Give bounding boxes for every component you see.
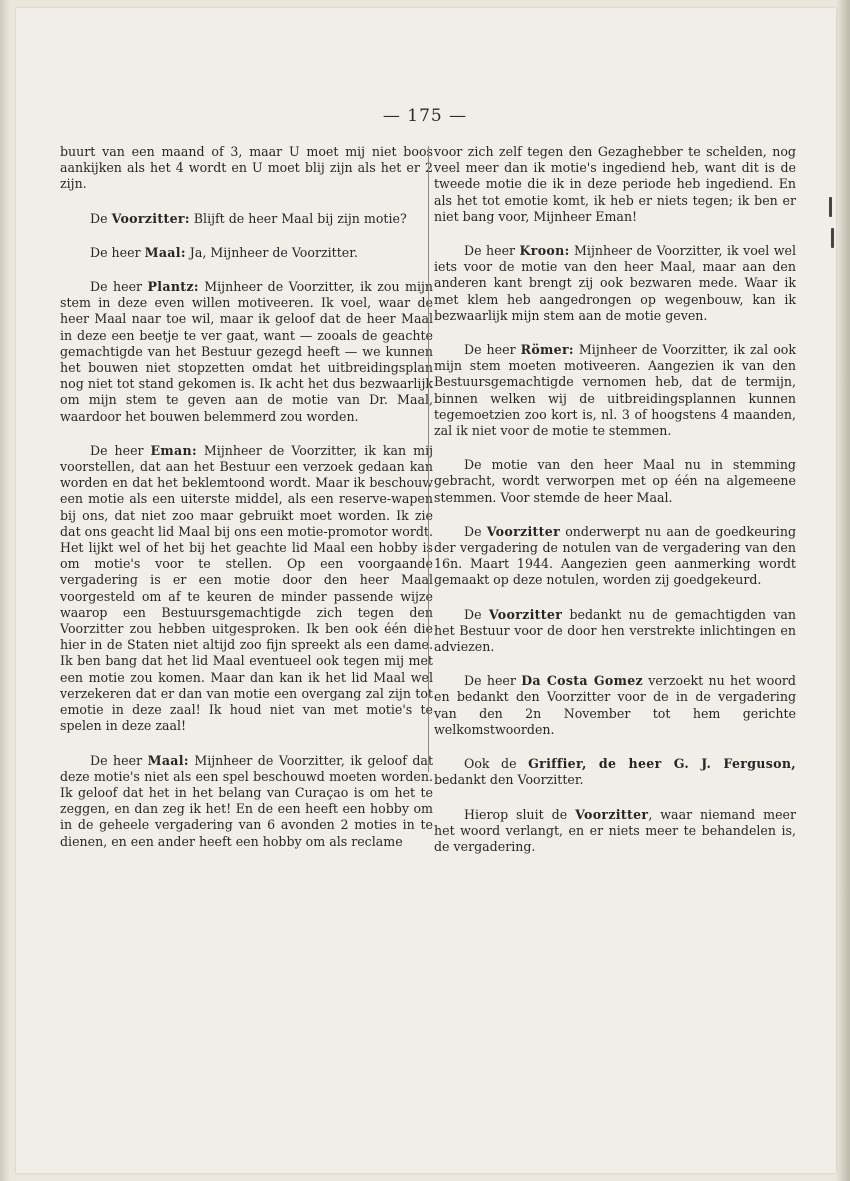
paragraph: De heer Plantz: Mijnheer de Voorzitter, ik zou mijn stem in deze even willen motiveeren. Ik voel, waar de heer Maal naar toe wil, maar ik geloof dat de heer Maal in deze een beetje te ver gaat, want — zooals de geachte gemachtigde van het Bestuur gezegd heeft — we kunnen het bouwen niet stopzetten omdat het uitbreidingsplan nog niet tot stand gekomen is. Ik acht het dus bezwaarlijk om mijn stem te geven aan de motie van Dr. Maal, waardoor het bouwen belemmerd zou worden.	[60, 279, 433, 424]
paragraph: Hierop sluit de Voorzitter, waar niemand meer het woord verlangt, en er niets meer te behandelen is, de vergadering.	[434, 806, 796, 854]
paragraph: De heer Römer: Mijnheer de Voorzitter, ik zal ook mijn stem moeten motiveeren. Aangezien ik van den Bestuursgemachtigde vernomen heb, dat de termijn, binnen welken wij de uitbreidingsplannen kunnen tegemoetzien zoo kort is, nl. 3 of hoogstens 4 maanden, zal ik niet voor de motie te stemmen.	[434, 342, 797, 439]
page-number: — 175 —	[382, 106, 468, 126]
speaker-name: Römer:	[520, 342, 574, 358]
scan-edge-right	[836, 0, 850, 1181]
paragraph: De heer Eman: Mijnheer de Voorzitter, ik kan mij voorstellen, dat aan het Bestuur een verzoek gedaan kan worden en dat het beklemtoond wordt. Maar ik beschouw een motie als een uiterste middel, als een reserve-wapen bij ons, dat niet zoo maar gebruikt moet worden. Ik zie dat ons geacht lid Maal bij ons een motie-promotor wordt. Het lijkt wel of het bij het geachte lid Maal een hobby is om motie's voor te stellen. Op een voorgaande vergadering is er een motie door den heer Maal voorgesteld om af te keuren de minder passende wijze waarop een Bestuursgemachtigde zich tegen den Voorzitter zou hebben uitgesproken. Ik ben ook één die hier in de Staten niet altijd zoo fijn spreekt als een dame. Ik ben bang dat het lid Maal eventueel ook tegen mij met een motie zou komen. Maar dan kan ik het lid Maal wel verzekeren dat er dan van motie een overgang zal zijn tot emotie in deze zaal! Ik houd niet van met motie's te spelen in deze zaal!	[60, 442, 434, 734]
margin-pencil-mark	[829, 197, 832, 217]
paragraph: buurt van een maand of 3, maar U moet mij niet boos aankijken als het 4 wordt en U moet blij zijn als het er 2 zijn.	[60, 144, 433, 192]
left-column	[60, 144, 433, 868]
speaker-name: Griffier, de heer G. J. Ferguson,	[528, 756, 796, 772]
paragraph: De Voorzitter bedankt nu de gemachtigden van het Bestuur voor de door hen verstrekte inlichtingen en adviezen.	[434, 606, 796, 655]
paragraph: De motie van den heer Maal nu in stemming gebracht, wordt verworpen met op één na algemeene stemmen. Voor stemde de heer Maal.	[434, 457, 796, 505]
speaker-name: Voorzitter	[575, 806, 649, 822]
paragraph: De heer Maal: Mijnheer de Voorzitter, ik geloof dat deze motie's niet als een spel beschouwd moeten worden. Ik geloof dat het in het belang van Curaçao is om het te zeggen, en dan zeg ik het! En de een heeft een hobby om in de geheele vergadering van 6 avonden 2 moties in te dienen, en een ander heeft een hobby om als reclame	[60, 752, 434, 849]
speaker-name: Kroon:	[519, 243, 570, 259]
paragraph: De Voorzitter onderwerpt nu aan de goedkeuring der vergadering de notulen van de vergadering van den 16n. Maart 1944. Aangezien geen aanmerking wordt gemaakt op deze notulen, worden zij goedgekeurd.	[434, 523, 797, 588]
speaker-name: Voorzitter	[486, 523, 561, 539]
speaker-name: Maal:	[147, 752, 189, 768]
paragraph: De heer Maal: Ja, Mijnheer de Voorzitter.	[90, 244, 358, 260]
paragraph: De Voorzitter: Blijft de heer Maal bij zijn motie?	[90, 210, 407, 226]
speaker-name: Eman:	[150, 442, 197, 458]
paragraph: Ook de Griffier, de heer G. J. Ferguson, bedankt den Voorzitter.	[434, 756, 796, 788]
speaker-name: Voorzitter:	[111, 210, 190, 226]
margin-pencil-mark	[831, 228, 834, 248]
right-column	[434, 144, 796, 873]
speaker-name: Da Costa Gomez	[521, 673, 643, 689]
scan-edge-left	[0, 0, 10, 1181]
column-divider	[428, 146, 429, 772]
speaker-name: Maal:	[144, 244, 186, 260]
speaker-name: Voorzitter	[488, 606, 563, 622]
speaker-name: Plantz:	[147, 279, 199, 295]
paragraph: De heer Da Costa Gomez verzoekt nu het woord en bedankt den Voorzitter voor de in de vergadering van den 2n November tot hem gerichte welkomstwoorden.	[434, 673, 796, 737]
paragraph: De heer Kroon: Mijnheer de Voorzitter, ik voel wel iets voor de motie van den heer Maal, maar aan den anderen kant brengt zij ook bezwaren mede. Waar ik met klem heb aangedrongen op wegenbouw, kan ik bezwaarlijk mijn stem aan de motie geven.	[434, 243, 796, 323]
paragraph: voor zich zelf tegen den Gezaghebber te schelden, nog veel meer dan ik motie's ingediend heb, want dit is de tweede motie die ik in deze periode heb ingediend. En als het tot emotie komt, ik heb er niets tegen; ik ben er niet bang voor, Mijnheer Eman!	[434, 144, 796, 224]
